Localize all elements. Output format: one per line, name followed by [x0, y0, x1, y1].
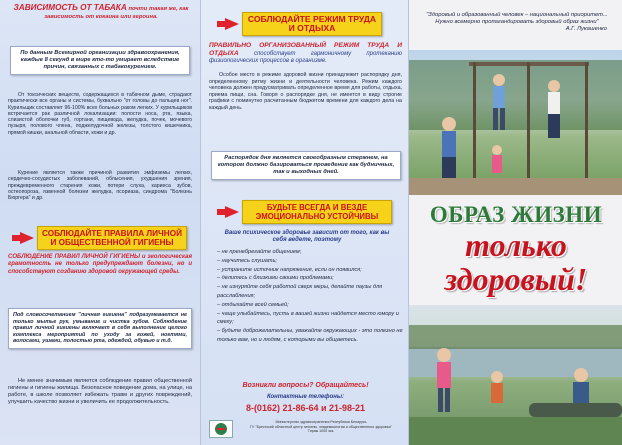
list-item: – делитесь с близкими своими проблемами;: [217, 274, 403, 283]
list-item: – устраните источник напряжения, если он появился;: [217, 266, 403, 275]
regime-red-tail: способствует гармоничному протеканию физиологических процессов в организме.: [209, 51, 403, 64]
list-item: – научитесь слушать;: [217, 257, 403, 266]
quote-text: "Здоровый и образованный человек – национальный приоритет... Нужно всемерно пропагандировать здоровый образ жизни": [426, 12, 608, 25]
hygiene-red-para: СОБЛЮДЕНИЕ ПРАВИЛ ЛИЧНОЙ ГИГИЕНЫ и экологическая грамотность не только предупреждают болезни, но и способствуют созданию здоровой окружающей среды.: [8, 254, 192, 275]
footer-ministry: Министерство здравоохранения Республики Беларусь: [275, 420, 367, 424]
footer-center: ГУ "Брестский областной центр гигиены, эпидемиологии и общественного здоровья": [250, 424, 392, 429]
lake-illustration: [409, 305, 622, 445]
phone-numbers: 8-(0162) 21-86-64 и 21-98-21: [245, 403, 366, 413]
emblem-icon: [214, 422, 228, 436]
ministry-logo: [209, 420, 233, 438]
quote-author: А.Г. Лукашенко: [565, 26, 607, 32]
hygiene-heading: СОБЛЮДАЙТЕ ПРАВИЛА ЛИЧНОЙ И ОБЩЕСТВЕННОЙ ГИГИЕНЫ: [37, 226, 187, 250]
personal-hygiene-text: Под словосочетанием "личная гигиена" подразумевается не только мытье рук, умывание и чистка зубов. Соблюдение правил личной гигиены включает в себя выполнение целого комплекса мероприятий по уходу за кожей, ногтями, волосами, ушами, полостью рта, одеждой, обувью и т.д.: [13, 312, 187, 345]
tobacco-para-diseases: Курение является также причиной развития эмфиземы легких, сердечно-сосудистых заболеваний, облысения, ухудшения зрения, преждевременного старения кожи, потери слуха, кариеса зубов, остеопороза, язвенной болезни желудка, псориаза, синдрома "Болезнь Бюргера" и др.: [8, 170, 192, 202]
emotions-tips-list: [217, 248, 403, 345]
tobacco-title-tail: почти такая же, как зависимость от кокаина или героина.: [44, 6, 189, 21]
personal-hygiene-box: [8, 308, 192, 349]
playground-illustration: [409, 50, 622, 195]
public-hygiene-para: Не менее значимым является соблюдение правил общественной гигиены и гигиены жилища. Безопасное поведение дома, на улице, на работе, в школе позволяет избежать травм и других повреждений, улучшить качество жизни и увеличить ее продолжительность.: [8, 378, 192, 405]
regime-heading: СОБЛЮДАЙТЕ РЕЖИМ ТРУДА И ОТДЫХА: [242, 12, 382, 36]
phones-label: Контактные телефоны:: [267, 394, 344, 400]
regime-section-header: [225, 12, 382, 36]
lake-photo: [409, 305, 622, 445]
cover-title-line1: ОБРАЗ ЖИЗНИ: [429, 202, 603, 227]
regime-intro: [209, 42, 402, 65]
red-arrow-icon: [225, 206, 239, 218]
red-arrow-icon: [20, 232, 34, 244]
tobacco-para-organs: От токсических веществ, содержащихся в табачном дыме, страдают практически все органы и системы, буквально "от головы до пальцев ног". Курильщик составляет 96-100% всех больных раком легких. У курильщиков встречается рак различной локализации: полости носа, рта, языка, слизистой оболочки губ, гортани, пищевода, желудка, почек, мочевого пузыря, полового члена, поджелудочной железы, толстого кишечника, прямой кишки, анальной области, кожи и др.: [8, 92, 192, 136]
list-item: – отдыхайте всей семьей;: [217, 301, 403, 310]
panel-tobacco-hygiene: [0, 0, 200, 445]
regime-para: Особое место в режиме здоровой жизни принадлежит распорядку дня, определенному ритму жизни и деятельности человека. Режим каждого человека должен предусматривать определенное время для работы, отдыха, приема пищи, сна. Говоря о распорядке дня, не имеется в виду строгие графики с поминутно расчитанным бюджетом времени для каждого дела на каждый день.: [209, 72, 402, 111]
hygiene-section-header: [20, 226, 187, 250]
list-item: – чаще улыбайтесь, пусть в вашей жизни найдется место юмору и смеху;: [217, 310, 403, 328]
emotions-heading: БУДЬТЕ ВСЕГДА И ВЕЗДЕ ЭМОЦИОНАЛЬНО УСТОЙЧИВЫ: [242, 200, 392, 224]
regime-red-lead: ПРАВИЛЬНО ОРГАНИЗОВАННЫЙ РЕЖИМ ТРУДА И ОТДЫХА: [209, 42, 402, 57]
playground-photo: [409, 50, 622, 195]
who-stats-text: По данным Всемирной организации здравоохранения, каждые 8 секунд в мире кто-то умирает вследствие причин, связанных с табакокурением.: [20, 50, 180, 70]
footer-print-run: Тираж 1000 экз.: [307, 429, 335, 434]
list-item: – будьте доброжелательны, уважайте окружающих - это полезно не только вам, но и людям, с которыми вы общаетесь.: [217, 327, 403, 345]
panel-cover: [409, 0, 622, 445]
list-item: – не пренебрегайте общением;: [217, 248, 403, 257]
footer-credits: [237, 420, 405, 434]
tobacco-heading: [8, 4, 194, 21]
president-quote: [417, 12, 617, 33]
tobacco-title: ЗАВИСИМОСТЬ ОТ ТАБАКА: [13, 3, 127, 12]
panel-regime-emotions: [200, 0, 409, 445]
emotions-section-header: [225, 200, 392, 224]
cover-title-line3: здоровый!: [444, 261, 588, 297]
daily-routine-box: [211, 151, 401, 180]
red-arrow-icon: [225, 18, 239, 30]
list-item: – не изнуряйте себя работой сверх меры, делайте паузы для расслабления;: [217, 283, 403, 301]
questions-text: Возникли вопросы? Обращайтесь!: [242, 382, 369, 389]
daily-routine-text: Распорядок дня является своеобразным стержнем, на котором должно базироваться проведение как будничных, так и выходных дней.: [217, 155, 395, 175]
cover-title-line2: только: [465, 227, 567, 263]
who-stats-box: [10, 46, 190, 75]
emotions-intro: Ваше психическое здоровье зависит от того, как вы себя ведете, поэтому: [224, 230, 390, 244]
